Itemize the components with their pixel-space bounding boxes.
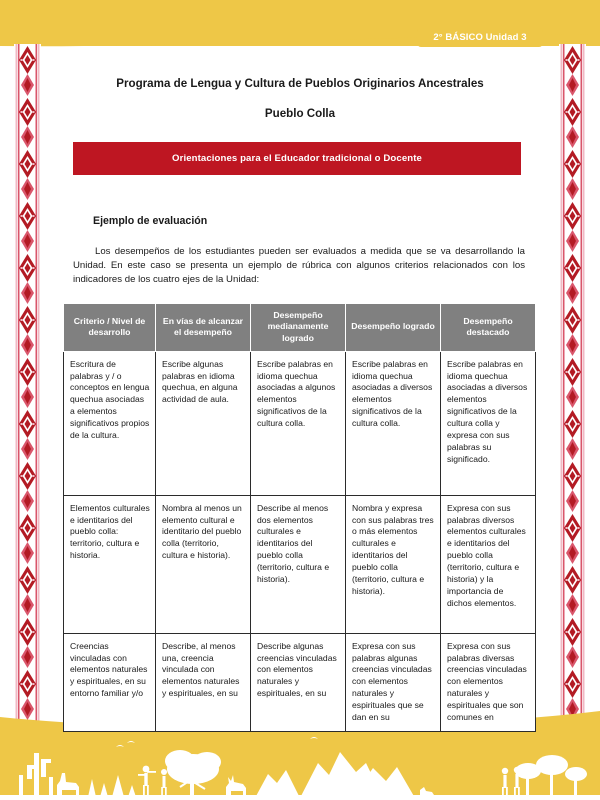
column-header-en-vias: En vías de alcanzar el desempeño [156, 304, 251, 351]
rubric-table [63, 303, 536, 731]
cell-en-vias: Nombra al menos un elemento cultural e identitario del pueblo colla (territorio, cultura e historia). [156, 495, 251, 633]
orientation-banner: Orientaciones para el Educador tradicional o Docente [73, 142, 521, 175]
textile-border-right-icon [559, 44, 586, 730]
page-subtitle: Pueblo Colla [264, 107, 336, 121]
cell-criterio: Elementos culturales e identitarios del pueblo colla: territorio, cultura e historia. [64, 495, 156, 633]
table-row [64, 351, 536, 495]
cell-criterio: Creencias vinculadas con elementos naturales y espirituales, en su entorno familiar y/o [64, 633, 156, 731]
cell-medianamente: Escribe palabras en idioma quechua asociadas a algunos elementos significativos de la cultura colla. [251, 351, 346, 495]
cell-criterio: Escritura de palabras y / o conceptos en lengua quechua asociadas a elementos significativos propios de la cultura. [64, 351, 156, 495]
intro-paragraph: Los desempeños de los estudiantes pueden ser evaluados a medida que se va desarrollando la Unidad. En este caso se presenta un ejemplo de rúbrica con algunos criterios relacionados con los indicadores de los cuatro ejes de la Unidad: [73, 246, 525, 285]
cell-destacado: Expresa con sus palabras diversos elementos culturales e identitarios del pueblo colla (territorio, cultura e historia) y la importancia de dichos elementos. [441, 495, 536, 633]
column-header-logrado: Desempeño logrado [346, 304, 441, 351]
column-header-destacado: Desempeño destacado [441, 304, 536, 351]
cell-medianamente: Describe algunas creencias vinculadas con elementos naturales y espirituales, en su [251, 633, 346, 731]
table-row [64, 633, 536, 731]
cell-en-vias: Escribe algunas palabras en idioma quechua, en alguna actividad de aula. [156, 351, 251, 495]
table-header-row [64, 304, 536, 351]
page-title: Programa de Lengua y Cultura de Pueblos Originarios Ancestrales [116, 77, 484, 90]
cell-en-vias: Describe, al menos una, creencia vinculada con elementos naturales y espirituales, en su [156, 633, 251, 731]
section-heading: Ejemplo de evaluación [93, 215, 208, 228]
cell-medianamente: Describe al menos dos elementos culturales e identitarios del pueblo colla (territorio, cultura e historia). [251, 495, 346, 633]
table-row [64, 495, 536, 633]
column-header-criterio: Criterio / Nivel de desarrollo [64, 304, 156, 351]
cell-logrado: Nombra y expresa con sus palabras tres o más elementos culturales e identitarios del pueblo colla (territorio, cultura e historia). [346, 495, 441, 633]
cell-destacado: Escribe palabras en idioma quechua asociadas a diversos elementos significativos de la cultura colla y expresa con sus palabras su significado. [441, 351, 536, 495]
cell-destacado: Expresa con sus palabras diversas creencias vinculadas con elementos naturales y espirituales que son comunes en [441, 633, 536, 731]
document-content [56, 60, 544, 732]
column-header-medianamente: Desempeño medianamente logrado [251, 304, 346, 351]
unit-badge: 2° BÁSICO Unidad 3 [417, 28, 543, 47]
cell-logrado: Escribe palabras en idioma quechua asociadas a diversos elementos significativos de la cultura colla. [346, 351, 441, 495]
cell-logrado: Expresa con sus palabras algunas creencias vinculadas con elementos naturales y espirituales que se dan en su [346, 633, 441, 731]
textile-border-left-icon [14, 44, 41, 730]
